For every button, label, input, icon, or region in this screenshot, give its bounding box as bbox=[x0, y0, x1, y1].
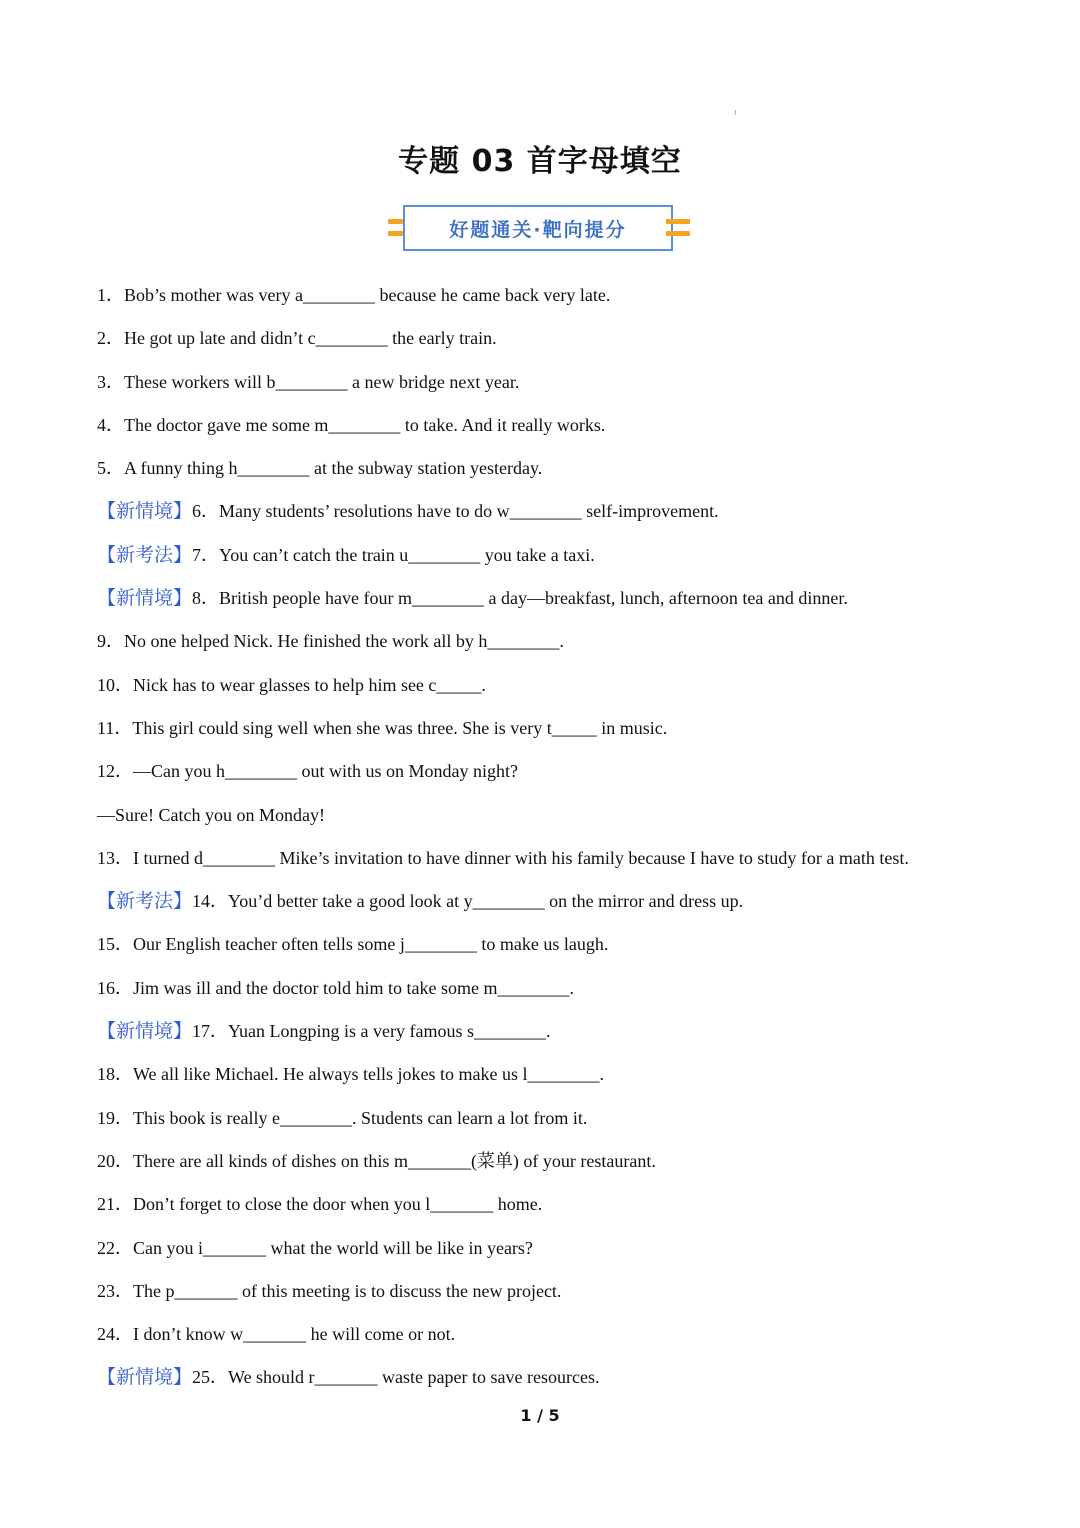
question-item bbox=[97, 628, 1040, 671]
question-item bbox=[97, 715, 1040, 758]
banner-label: 好题通关·靶向提分 bbox=[403, 205, 673, 251]
question-item bbox=[97, 585, 1040, 628]
question-text: 20．There are all kinds of dishes on this m_______(菜单) of your restaurant. bbox=[97, 1150, 656, 1171]
question-item bbox=[97, 1061, 1040, 1104]
question-item bbox=[97, 282, 1040, 325]
question-list bbox=[97, 282, 1040, 1408]
question-text: 4．The doctor gave me some m________ to take. And it really works. bbox=[97, 414, 606, 435]
question-text: 14．You’d better take a good look at y________ on the mirror and dress up. bbox=[192, 891, 744, 912]
question-text: 6．Many students’ resolutions have to do w________ self-improvement. bbox=[192, 501, 719, 522]
question-text: 2．He got up late and didn’t c________ the early train. bbox=[97, 328, 497, 349]
question-tag: 【新情境】 bbox=[97, 587, 193, 610]
question-tag: 【新情境】 bbox=[97, 500, 193, 523]
question-item bbox=[97, 412, 1040, 455]
question-text: 3．These workers will b________ a new bridge next year. bbox=[97, 371, 520, 392]
question-text: 11．This girl could sing well when she was three. She is very t_____ in music. bbox=[97, 717, 668, 738]
question-item bbox=[97, 1018, 1040, 1061]
question-item bbox=[97, 845, 1040, 888]
question-item bbox=[97, 455, 1040, 498]
question-text: 22．Can you i_______ what the world will be like in years? bbox=[97, 1237, 533, 1258]
question-text: 19．This book is really e________. Students can learn a lot from it. bbox=[97, 1107, 588, 1128]
banner-right-decoration-icon bbox=[666, 219, 690, 237]
section-banner bbox=[388, 205, 690, 255]
question-item bbox=[97, 498, 1040, 541]
question-text: 9．No one helped Nick. He finished the work all by h________. bbox=[97, 631, 564, 652]
question-item bbox=[97, 369, 1040, 412]
page-number: 1 / 5 bbox=[520, 1406, 560, 1425]
question-item bbox=[97, 1321, 1040, 1364]
question-item bbox=[97, 1148, 1040, 1191]
question-text: 25．We should r_______ waste paper to save resources. bbox=[192, 1367, 600, 1388]
page-title: 专题 03 首字母填空 bbox=[398, 144, 682, 179]
question-item bbox=[97, 1235, 1040, 1278]
question-text: 23．The p_______ of this meeting is to discuss the new project. bbox=[97, 1280, 562, 1301]
question-tag: 【新考法】 bbox=[97, 543, 193, 566]
question-item bbox=[97, 325, 1040, 368]
question-item bbox=[97, 758, 1040, 801]
question-tag: 【新考法】 bbox=[97, 890, 193, 913]
question-item bbox=[97, 542, 1040, 585]
question-item bbox=[97, 1105, 1040, 1148]
question-item bbox=[97, 931, 1040, 974]
question-item bbox=[97, 1364, 1040, 1407]
question-text: 1．Bob’s mother was very a________ because he came back very late. bbox=[97, 285, 611, 305]
question-text: 10．Nick has to wear glasses to help him see c_____. bbox=[97, 674, 486, 695]
question-item bbox=[97, 802, 1040, 845]
question-text: 12．—Can you h________ out with us on Monday night? bbox=[97, 761, 518, 782]
question-text: —Sure! Catch you on Monday! bbox=[97, 804, 325, 825]
question-item bbox=[97, 1278, 1040, 1321]
question-item bbox=[97, 888, 1040, 931]
question-tag: 【新情境】 bbox=[97, 1366, 193, 1389]
question-tag: 【新情境】 bbox=[97, 1020, 193, 1043]
question-text: 15．Our English teacher often tells some j________ to make us laugh. bbox=[97, 934, 609, 955]
question-item bbox=[97, 672, 1040, 715]
question-text: 24．I don’t know w_______ he will come or not. bbox=[97, 1324, 456, 1345]
question-text: 16．Jim was ill and the doctor told him to take some m________. bbox=[97, 977, 574, 998]
question-text: 21．Don’t forget to close the door when you l_______ home. bbox=[97, 1194, 543, 1215]
question-text: 18．We all like Michael. He always tells jokes to make us l________. bbox=[97, 1064, 604, 1085]
question-item bbox=[97, 1191, 1040, 1234]
page-mark: ı bbox=[734, 108, 737, 118]
question-item bbox=[97, 975, 1040, 1018]
question-text: 7．You can’t catch the train u________ you take a taxi. bbox=[192, 544, 595, 565]
question-text: 8．British people have four m________ a day—breakfast, lunch, afternoon tea and dinner. bbox=[192, 588, 848, 609]
question-text: 13．I turned d________ Mike’s invitation to have dinner with his family because I have to study for a math test. bbox=[97, 847, 909, 868]
question-text: 5．A funny thing h________ at the subway station yesterday. bbox=[97, 458, 543, 479]
question-text: 17．Yuan Longping is a very famous s________. bbox=[192, 1021, 551, 1042]
